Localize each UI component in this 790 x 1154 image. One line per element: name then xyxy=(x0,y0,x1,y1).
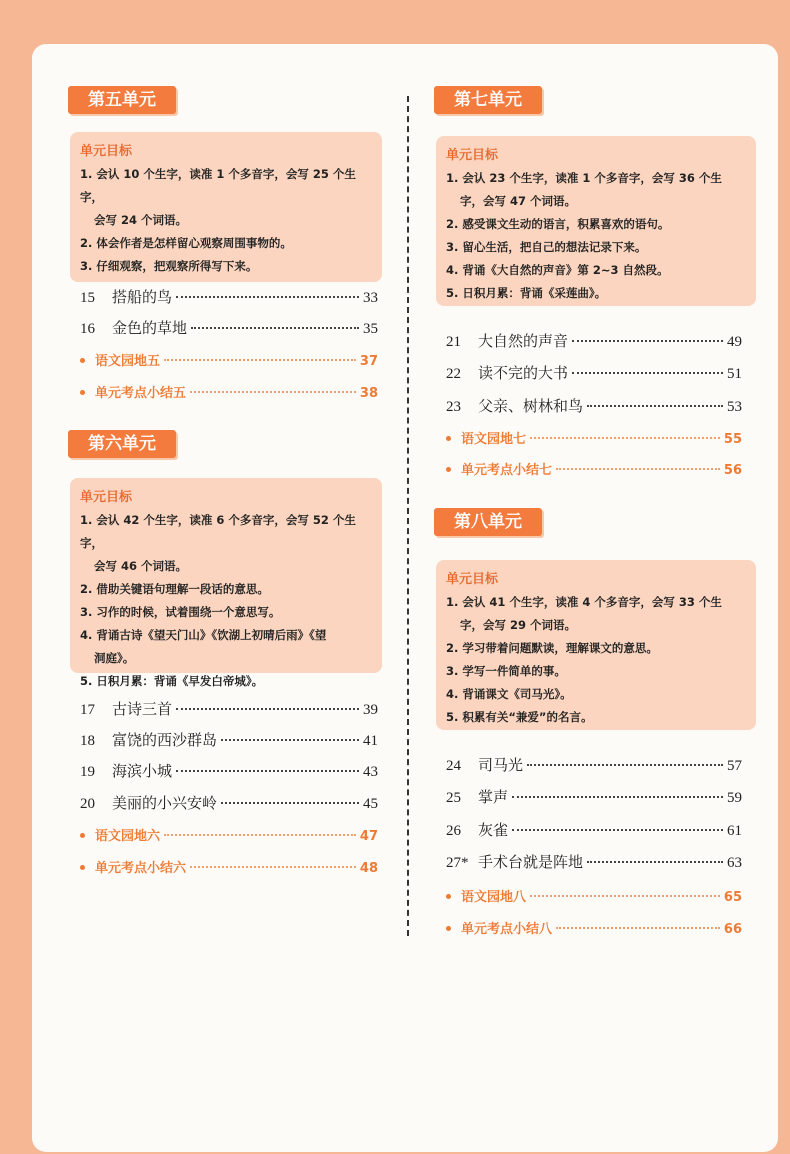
unit-tab-8: 第八单元 xyxy=(434,508,542,536)
unit-goal-box-8 xyxy=(436,560,756,730)
goal-item: 4. 背诵《大自然的声音》第 2~3 自然段。 xyxy=(446,263,669,277)
unit-tab-6: 第六单元 xyxy=(68,430,176,458)
goal-item: 5. 积累有关“兼爱”的名言。 xyxy=(446,710,593,724)
toc-lesson-17[interactable]: 17 古诗三首 39 xyxy=(80,700,378,718)
toc-lesson-23[interactable]: 23 父亲、树林和鸟 53 xyxy=(446,397,742,415)
toc-lesson-18[interactable]: 18 富饶的西沙群岛 41 xyxy=(80,731,378,749)
toc-lesson-25[interactable]: 25 掌声 59 xyxy=(446,788,742,806)
toc-extra-yuwen-7[interactable]: 语文园地七 55 xyxy=(446,428,742,447)
goal-item: 2. 感受课文生动的语言，积累喜欢的语句。 xyxy=(446,217,670,231)
goal-item: 5. 日积月累：背诵《采莲曲》。 xyxy=(446,286,607,300)
goal-item: 1. 会认 41 个生字，读准 4 个多音字，会写 33 个生 字，会写 29 个词语。 xyxy=(446,595,722,632)
goal-item: 4. 背诵课文《司马光》。 xyxy=(446,687,572,701)
goal-item: 4. 背诵古诗《望天门山》《饮湖上初晴后雨》《望 洞庭》。 xyxy=(80,628,327,665)
goal-item: 2. 借助关键语句理解一段话的意思。 xyxy=(80,582,269,596)
goal-item: 3. 留心生活，把自己的想法记录下来。 xyxy=(446,240,647,254)
toc-lesson-27[interactable]: 27* 手术台就是阵地 63 xyxy=(446,853,742,871)
goal-item: 1. 会认 42 个生字，读准 6 个多音字，会写 52 个生字， 会写 46 个词语。 xyxy=(80,513,356,573)
unit-tab-5: 第五单元 xyxy=(68,86,176,114)
unit-goal-box-7 xyxy=(436,136,756,306)
goal-title: 单元目标 xyxy=(80,144,133,159)
goal-title: 单元目标 xyxy=(80,490,133,505)
toc-extra-summary-6[interactable]: 单元考点小结六 48 xyxy=(80,857,378,876)
goal-title: 单元目标 xyxy=(446,572,499,587)
goal-title: 单元目标 xyxy=(446,148,499,163)
toc-lesson-24[interactable]: 24 司马光 57 xyxy=(446,756,742,774)
unit-tab-7: 第七单元 xyxy=(434,86,542,114)
toc-lesson-21[interactable]: 21 大自然的声音 49 xyxy=(446,332,742,350)
toc-lesson-15[interactable]: 15 搭船的鸟 33 xyxy=(80,288,378,306)
toc-lesson-19[interactable]: 19 海滨小城 43 xyxy=(80,762,378,780)
goal-item: 1. 会认 23 个生字，读准 1 个多音字，会写 36 个生 字，会写 47 个词语。 xyxy=(446,171,722,208)
toc-extra-yuwen-5[interactable]: 语文园地五 37 xyxy=(80,350,378,369)
toc-lesson-22[interactable]: 22 读不完的大书 51 xyxy=(446,364,742,382)
goal-item: 1. 会认 10 个生字，读准 1 个多音字，会写 25 个生字， 会写 24 个词语。 xyxy=(80,167,356,227)
toc-lesson-20[interactable]: 20 美丽的小兴安岭 45 xyxy=(80,794,378,812)
unit-goal-box-5 xyxy=(70,132,382,282)
column-divider xyxy=(407,96,409,936)
goal-item: 5. 日积月累：背诵《早发白帝城》。 xyxy=(80,674,264,688)
toc-extra-yuwen-6[interactable]: 语文园地六 47 xyxy=(80,825,378,844)
toc-extra-summary-5[interactable]: 单元考点小结五 38 xyxy=(80,382,378,401)
toc-extra-summary-7[interactable]: 单元考点小结七 56 xyxy=(446,459,742,478)
toc-lesson-16[interactable]: 16 金色的草地 35 xyxy=(80,319,378,337)
toc-extra-yuwen-8[interactable]: 语文园地八 65 xyxy=(446,886,742,905)
goal-item: 3. 学写一件简单的事。 xyxy=(446,664,566,678)
toc-extra-summary-8[interactable]: 单元考点小结八 66 xyxy=(446,918,742,937)
goal-item: 3. 仔细观察，把观察所得写下来。 xyxy=(80,259,258,273)
goal-item: 2. 学习带着问题默读，理解课文的意思。 xyxy=(446,641,658,655)
unit-goal-box-6 xyxy=(70,478,382,688)
goal-item: 2. 体会作者是怎样留心观察周围事物的。 xyxy=(80,236,292,250)
goal-item: 3. 习作的时候，试着围绕一个意思写。 xyxy=(80,605,281,619)
toc-lesson-26[interactable]: 26 灰雀 61 xyxy=(446,821,742,839)
